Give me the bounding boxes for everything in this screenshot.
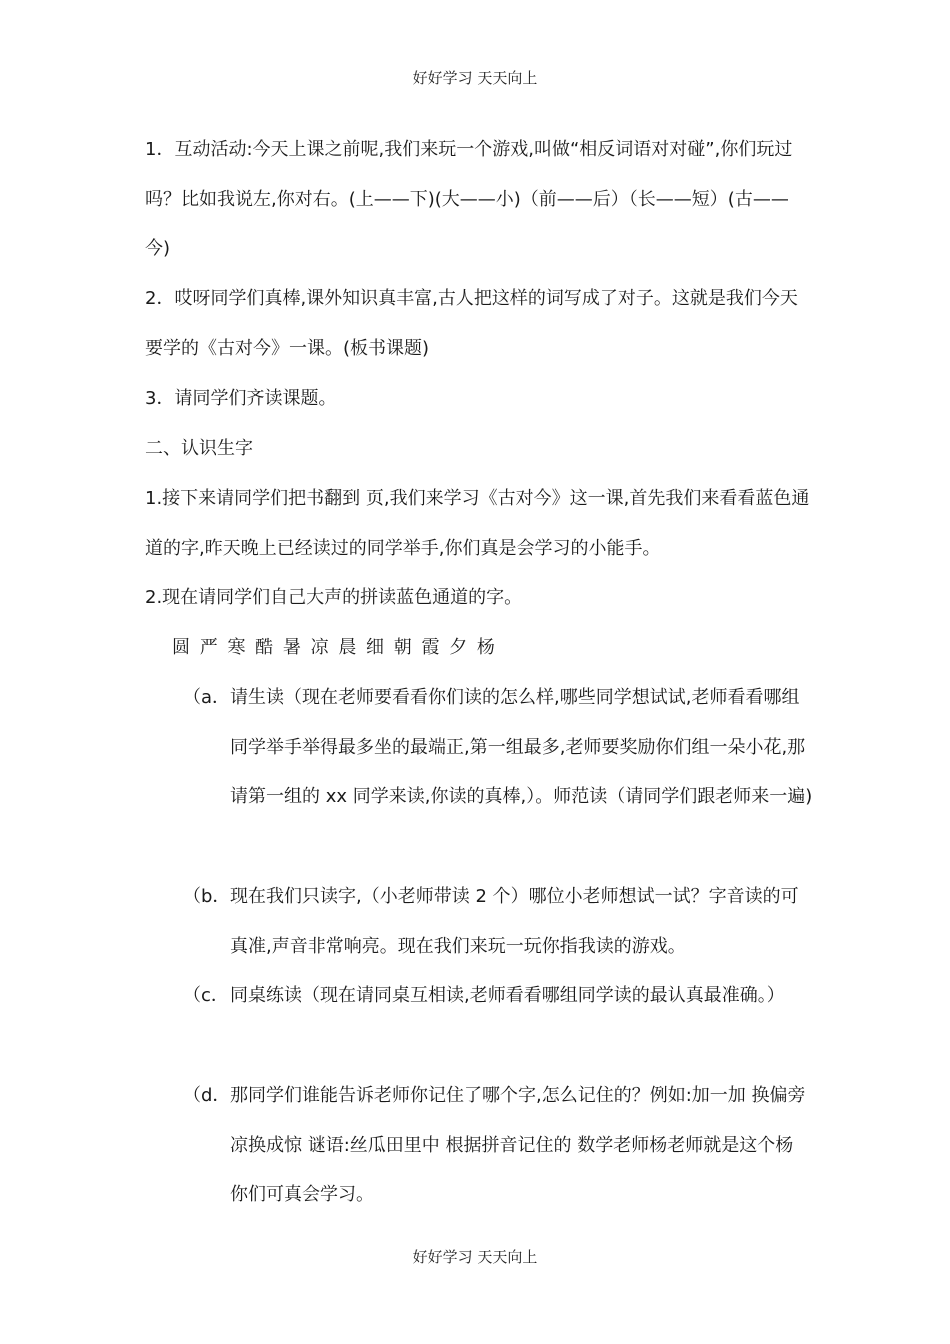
list-item-text: 现在我们只读字,（小老师带读 2 个）哪位小老师想试一试？字音读的可真准,声音非常响亮。现在我们来玩一玩你指我读的游戏。 (230, 886, 799, 957)
section-heading: 二、认识生字 (145, 438, 253, 459)
list-item-label: （c． (183, 985, 229, 1006)
paragraph-intro-lesson: 2．哎呀同学们真棒,课外知识真丰富,古人把这样的词写成了对子。这就是我们今天要学的《古对今》一课。(板书课题) (145, 288, 798, 359)
list-item-label: （b． (183, 886, 231, 907)
paragraph-read-title: 3．请同学们齐读课题。 (145, 388, 337, 409)
list-item-c (183, 971, 813, 1021)
list-item-text: 请生读（现在老师要看看你们读的怎么样,哪些同学想试试,老师看看哪组同学举手举得最多坐的最端正,第一组最多,老师要奖励你们组一朵小花,那请第一组的 xx 同学来读,你读的真棒,）。师范读（请同学们跟老师来一遍) (230, 687, 813, 807)
paragraph-spell-read: 2.现在请同学们自己大声的拼读蓝色通道的字。 (145, 587, 523, 608)
list-item-label: （a． (183, 687, 231, 708)
paragraph-activity: 1．互动活动:今天上课之前呢,我们来玩一个游戏,叫做“相反词语对对碰”,你们玩过吗？比如我说左,你对右。(上——下)(大——小)（前——后）（长——短）(古——今) (145, 139, 793, 259)
list-item-label: （d． (183, 1085, 231, 1106)
page-header: 好好学习 天天向上 (412, 69, 538, 87)
list-item-a (183, 673, 813, 822)
list-item-text: 那同学们谁能告诉老师你记住了哪个字,怎么记住的？例如:加一加 换偏旁凉换成惊 谜语:丝瓜田里中 根据拼音记住的 数学老师杨老师就是这个杨 你们可真会学习。 (230, 1085, 806, 1205)
list-item-d (183, 1071, 813, 1220)
list-item-b (183, 872, 813, 971)
paragraph-open-book: 1.接下来请同学们把书翻到 页,我们来学习《古对今》这一课,首先我们来看看蓝色通道的字,昨天晚上已经读过的同学举手,你们真是会学习的小能手。 (145, 488, 810, 559)
page-footer: 好好学习 天天向上 (412, 1248, 538, 1266)
new-characters-list: 圆 严 寒 酷 暑 凉 晨 细 朝 霞 夕 杨 (172, 637, 497, 658)
list-item-text: 同桌练读（现在请同桌互相读,老师看看哪组同学读的最认真最准确。） (230, 985, 785, 1006)
